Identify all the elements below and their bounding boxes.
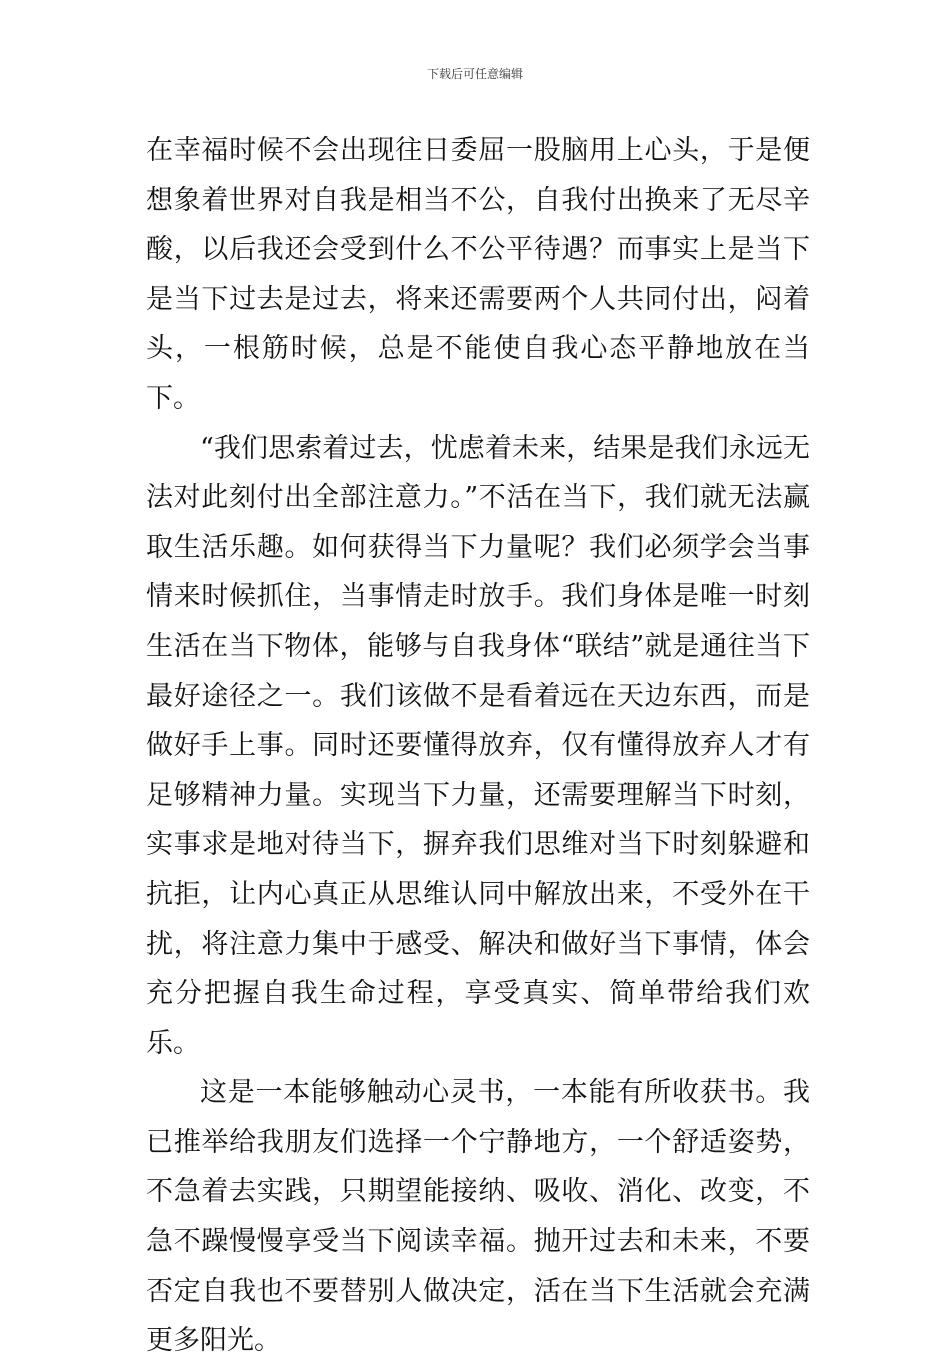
paragraph-3: 这是一本能够触动心灵书，一本能有所收获书。我已推举给我朋友们选择一个宁静地方，一个舒适姿势，不急着去实践，只期望能接纳、吸收、消化、改变，不急不躁慢慢享受当下阅读幸福。抛开过去和未来，不要否定自我也不要替别人做决定，活在当下生活就会充满更多阳光。	[146, 1077, 810, 1357]
document-body	[146, 126, 810, 1366]
paragraph-1: 在幸福时候不会出现往日委屈一股脑用上心头，于是便想象着世界对自我是相当不公，自我付出换来了无尽辛酸，以后我还会受到什么不公平待遇？而事实上是当下是当下过去是过去，将来还需要两个人共同付出，闷着头，一根筋时候，总是不能使自我心态平静地放在当下。	[146, 135, 810, 414]
page-header-note: 下载后可任意编辑	[426, 67, 523, 81]
paragraph-2: “我们思索着过去，忧虑着未来，结果是我们永远无法对此刻付出全部注意力。”不活在当下，我们就无法赢取生活乐趣。如何获得当下力量呢？我们必须学会当事情来时候抓住，当事情走时放手。我们身体是唯一时刻生活在当下物体，能够与自我身体“联结”就是通往当下最好途径之一。我们该做不是看着远在天边东西，而是做好手上事。同时还要懂得放弃，仅有懂得放弃人才有足够精神力量。实现当下力量，还需要理解当下时刻，实事求是地对待当下，摒弃我们思维对当下时刻躲避和抗拒，让内心真正从思维认同中解放出来，不受外在干扰，将注意力集中于感受、解决和做好当下事情，体会充分把握自我生命过程，享受真实、简单带给我们欢乐。	[146, 432, 810, 1059]
